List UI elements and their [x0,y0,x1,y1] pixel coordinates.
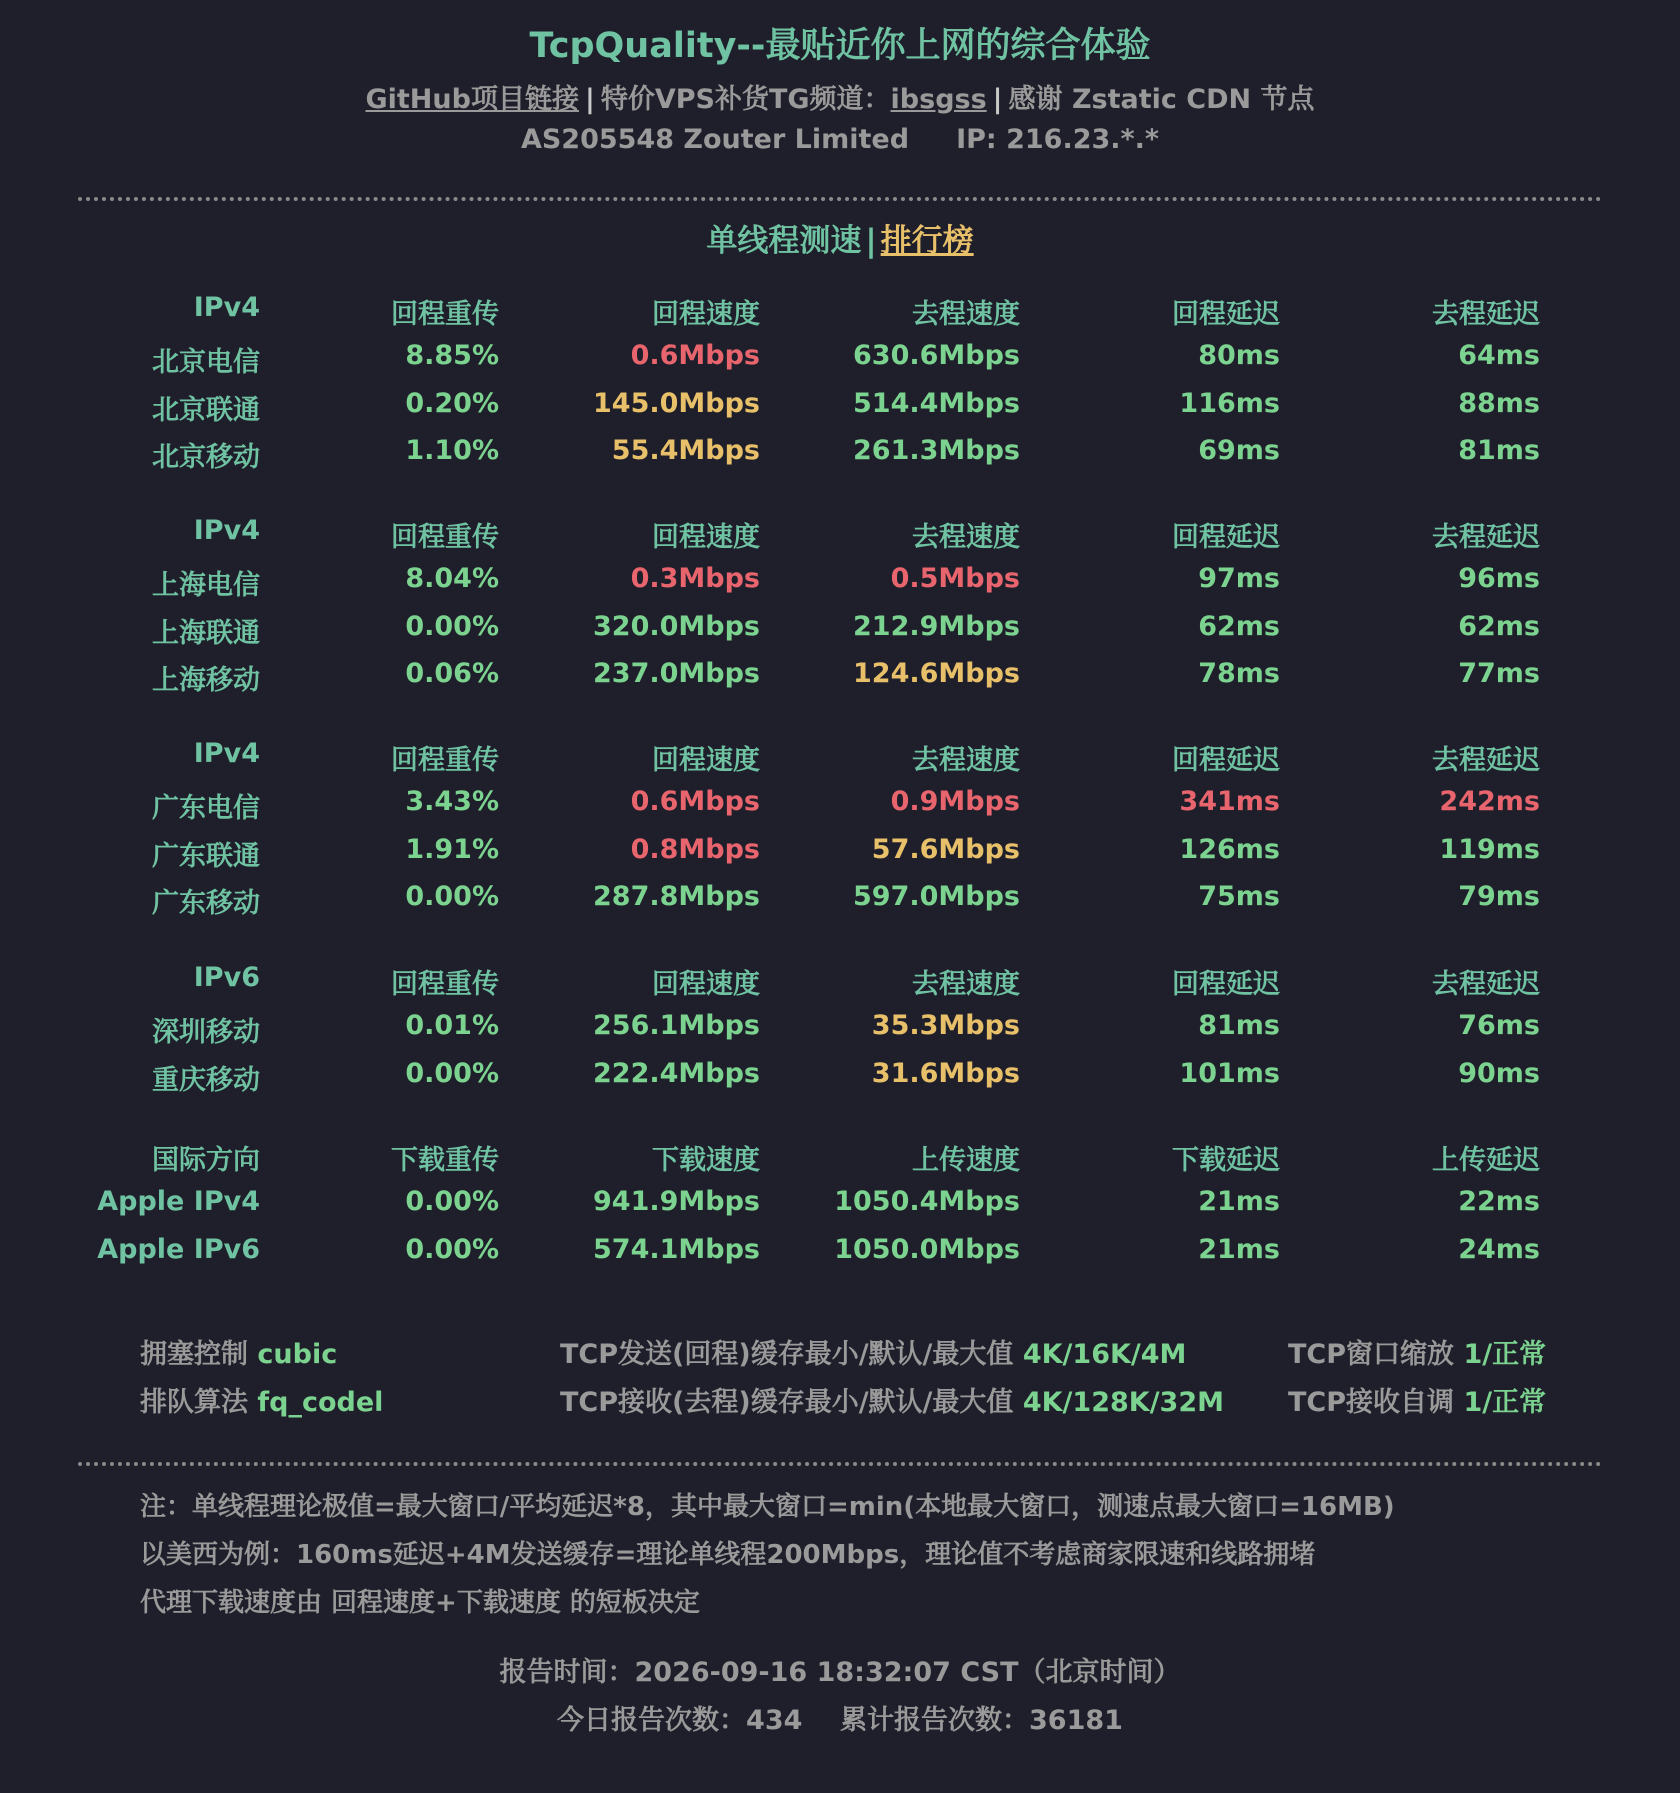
tg-channel-link[interactable]: ibsgss [890,84,987,115]
ip-info: IP: 216.23.*.* [956,124,1160,155]
table-row [0,340,1680,388]
node-name: Apple IPv4 [97,1185,260,1217]
table-cell: 0.9Mbps [890,785,1020,817]
column-header: 去程延迟 [1432,522,1540,553]
column-header: 去程速度 [912,522,1020,553]
column-header: 上传速度 [912,1145,1020,1176]
node-name: 上海移动 [152,665,260,697]
vps-channel-label: 特价VPS补货TG频道： [600,84,891,115]
table-cell: 0.8Mbps [630,833,760,865]
report-counts [0,1698,1680,1737]
table-cell: 0.00% [405,1233,499,1265]
column-header: 去程速度 [912,299,1020,330]
table-cell: 574.1Mbps [593,1233,760,1265]
table-cell: 81ms [1198,1009,1280,1041]
tcp-recv-value: 4K/128K/32M [1022,1387,1224,1418]
github-link[interactable]: GitHub项目链接 [365,84,579,115]
queue-label: 排队算法 [140,1387,248,1418]
table-cell: 119ms [1439,833,1540,865]
table-row [0,1186,1680,1234]
column-header: 去程延迟 [1432,745,1540,776]
table-cell: 212.9Mbps [853,610,1020,642]
column-header: 回程速度 [652,969,760,1000]
recv-autotune-label: TCP接收自调 [1288,1387,1455,1418]
table-cell: 90ms [1458,1057,1540,1089]
separator: | [992,84,1003,115]
table-cell: 145.0Mbps [593,387,760,419]
table-cell: 31.6Mbps [871,1057,1020,1089]
tcp-send-value: 4K/16K/4M [1022,1339,1187,1370]
table-cell: 124.6Mbps [853,658,1020,690]
table-cell: 69ms [1198,435,1280,467]
table-cell: 97ms [1198,562,1280,594]
table-cell: 79ms [1458,881,1540,913]
table-cell: 81ms [1458,435,1540,467]
total-count: 36181 [1029,1705,1123,1736]
note-line: 以美西为例：160ms延迟+4M发送缓存=理论单线程200Mbps，理论值不考虑商家限速和线路拥堵 [140,1540,1316,1570]
recv-autotune-value: 1/正常 [1463,1387,1547,1418]
today-count-label: 今日报告次数： [557,1705,747,1736]
table-cell: 320.0Mbps [593,610,760,642]
total-count-label: 累计报告次数： [840,1705,1030,1736]
congestion-control [140,1332,337,1371]
table-cell: 101ms [1179,1057,1280,1089]
tab-ranking[interactable]: 排行榜 [880,223,974,259]
table-row [0,1234,1680,1282]
header-links [0,77,1680,116]
column-header: 回程延迟 [1172,299,1280,330]
network-info [0,124,1680,155]
column-header: 回程延迟 [1172,522,1280,553]
tcp-send-buffer [560,1332,1186,1371]
node-name: 深圳移动 [152,1016,260,1048]
node-name: 重庆移动 [152,1064,260,1096]
page-title: TcpQuality--最贴近你上网的综合体验 [529,26,1151,66]
table-row [0,611,1680,659]
table-cell: 35.3Mbps [871,1009,1020,1041]
table-cell: 237.0Mbps [593,658,760,690]
table-cell: 55.4Mbps [611,435,760,467]
table-row [0,563,1680,611]
table-cell: 22ms [1458,1185,1540,1217]
today-count: 434 [746,1705,803,1736]
column-header: 回程重传 [391,522,499,553]
table-header-row [0,292,1680,340]
tcp-recv-autotune [1288,1380,1546,1419]
table-cell: 0.6Mbps [630,785,760,817]
column-header: 下载速度 [652,1145,760,1176]
column-header: 上传延迟 [1432,1145,1540,1176]
table-cell: 62ms [1198,610,1280,642]
table-cell: 24ms [1458,1233,1540,1265]
table-cell: 77ms [1458,658,1540,690]
report-time: 报告时间：2026-09-16 18:32:07 CST（北京时间） [499,1657,1181,1688]
note-line: 代理下载速度由 回程速度+下载速度 的短板决定 [140,1588,700,1618]
divider-top [78,197,1602,201]
table-row [0,786,1680,834]
table-cell: 514.4Mbps [853,387,1020,419]
as-info: AS205548 Zouter Limited [520,124,910,155]
table-cell: 0.06% [405,658,499,690]
table-cell: 0.20% [405,387,499,419]
table-row [0,435,1680,483]
table-cell: 0.5Mbps [890,562,1020,594]
table-cell: 96ms [1458,562,1540,594]
thanks-text: 感谢 Zstatic CDN 节点 [1008,84,1315,115]
queue-value: fq_codel [257,1387,384,1418]
node-name: 上海电信 [152,569,260,601]
table-cell: 8.85% [405,339,499,371]
column-header: 回程重传 [391,969,499,1000]
node-name: 北京移动 [152,442,260,474]
table-header-row [0,962,1680,1010]
table-header-row [0,515,1680,563]
column-header: 回程速度 [652,299,760,330]
tcp-recv-label: TCP接收(去程)缓存最小/默认/最大值 [560,1387,1014,1418]
note-line: 注：单线程理论极值=最大窗口/平均延迟*8，其中最大窗口=min(本地最大窗口，测速点最大窗口=16MB) [140,1492,1395,1522]
table-cell: 0.6Mbps [630,339,760,371]
column-header: 回程速度 [652,745,760,776]
table-row [0,1058,1680,1106]
column-header: IPv6 [193,962,260,993]
column-header: 回程重传 [391,299,499,330]
node-name: 广东移动 [152,888,260,920]
table-cell: 116ms [1179,387,1280,419]
tcp-send-label: TCP发送(回程)缓存最小/默认/最大值 [560,1339,1014,1370]
column-header: 下载重传 [391,1145,499,1176]
table-cell: 62ms [1458,610,1540,642]
table-cell: 57.6Mbps [871,833,1020,865]
table-cell: 88ms [1458,387,1540,419]
column-header: 下载延迟 [1172,1145,1280,1176]
table-cell: 630.6Mbps [853,339,1020,371]
divider-bottom [78,1462,1602,1466]
table-row [0,658,1680,706]
table-header-row [0,738,1680,786]
table-cell: 78ms [1198,658,1280,690]
table-cell: 21ms [1198,1233,1280,1265]
tab-bar [0,215,1680,260]
tcp-window-scaling [1288,1332,1546,1371]
column-header: IPv4 [193,292,260,323]
table-cell: 0.00% [405,610,499,642]
table-cell: 75ms [1198,881,1280,913]
table-cell: 256.1Mbps [593,1009,760,1041]
table-cell: 341ms [1179,785,1280,817]
window-scale-value: 1/正常 [1463,1339,1547,1370]
column-header: 去程速度 [912,745,1020,776]
table-cell: 3.43% [405,785,499,817]
table-cell: 0.00% [405,881,499,913]
table-cell: 1050.4Mbps [834,1185,1020,1217]
column-header: 回程延迟 [1172,969,1280,1000]
table-cell: 1.91% [405,833,499,865]
table-cell: 126ms [1179,833,1280,865]
table-cell: 76ms [1458,1009,1540,1041]
table-row [0,834,1680,882]
tab-separator: | [865,223,877,259]
table-row [0,1010,1680,1058]
column-header: IPv4 [193,515,260,546]
table-cell: 21ms [1198,1185,1280,1217]
table-cell: 941.9Mbps [593,1185,760,1217]
column-header: IPv4 [193,738,260,769]
node-name: 北京电信 [152,346,260,378]
column-header: 回程重传 [391,745,499,776]
window-scale-label: TCP窗口缩放 [1288,1339,1455,1370]
node-name: Apple IPv6 [97,1233,260,1265]
table-cell: 1050.0Mbps [834,1233,1020,1265]
column-header: 去程延迟 [1432,299,1540,330]
table-cell: 64ms [1458,339,1540,371]
column-header: 去程延迟 [1432,969,1540,1000]
table-cell: 8.04% [405,562,499,594]
table-cell: 0.00% [405,1185,499,1217]
table-cell: 0.3Mbps [630,562,760,594]
node-name: 上海联通 [152,617,260,649]
table-row [0,881,1680,929]
table-cell: 261.3Mbps [853,435,1020,467]
column-header: 去程速度 [912,969,1020,1000]
node-name: 广东联通 [152,840,260,872]
table-cell: 222.4Mbps [593,1057,760,1089]
column-header: 回程速度 [652,522,760,553]
separator: | [584,84,595,115]
tab-single-thread[interactable]: 单线程测速 [706,223,862,259]
table-cell: 1.10% [405,435,499,467]
tcp-recv-buffer [560,1380,1224,1419]
table-cell: 287.8Mbps [593,881,760,913]
table-cell: 0.00% [405,1057,499,1089]
table-header-row [0,1138,1680,1186]
congestion-label: 拥塞控制 [140,1339,248,1370]
table-row [0,388,1680,436]
table-cell: 0.01% [405,1009,499,1041]
table-cell: 80ms [1198,339,1280,371]
column-header: 回程延迟 [1172,745,1280,776]
node-name: 广东电信 [152,792,260,824]
table-cell: 242ms [1439,785,1540,817]
table-cell: 597.0Mbps [853,881,1020,913]
column-header: 国际方向 [152,1145,260,1176]
queue-algorithm [140,1380,383,1419]
congestion-value: cubic [257,1339,338,1370]
node-name: 北京联通 [152,394,260,426]
